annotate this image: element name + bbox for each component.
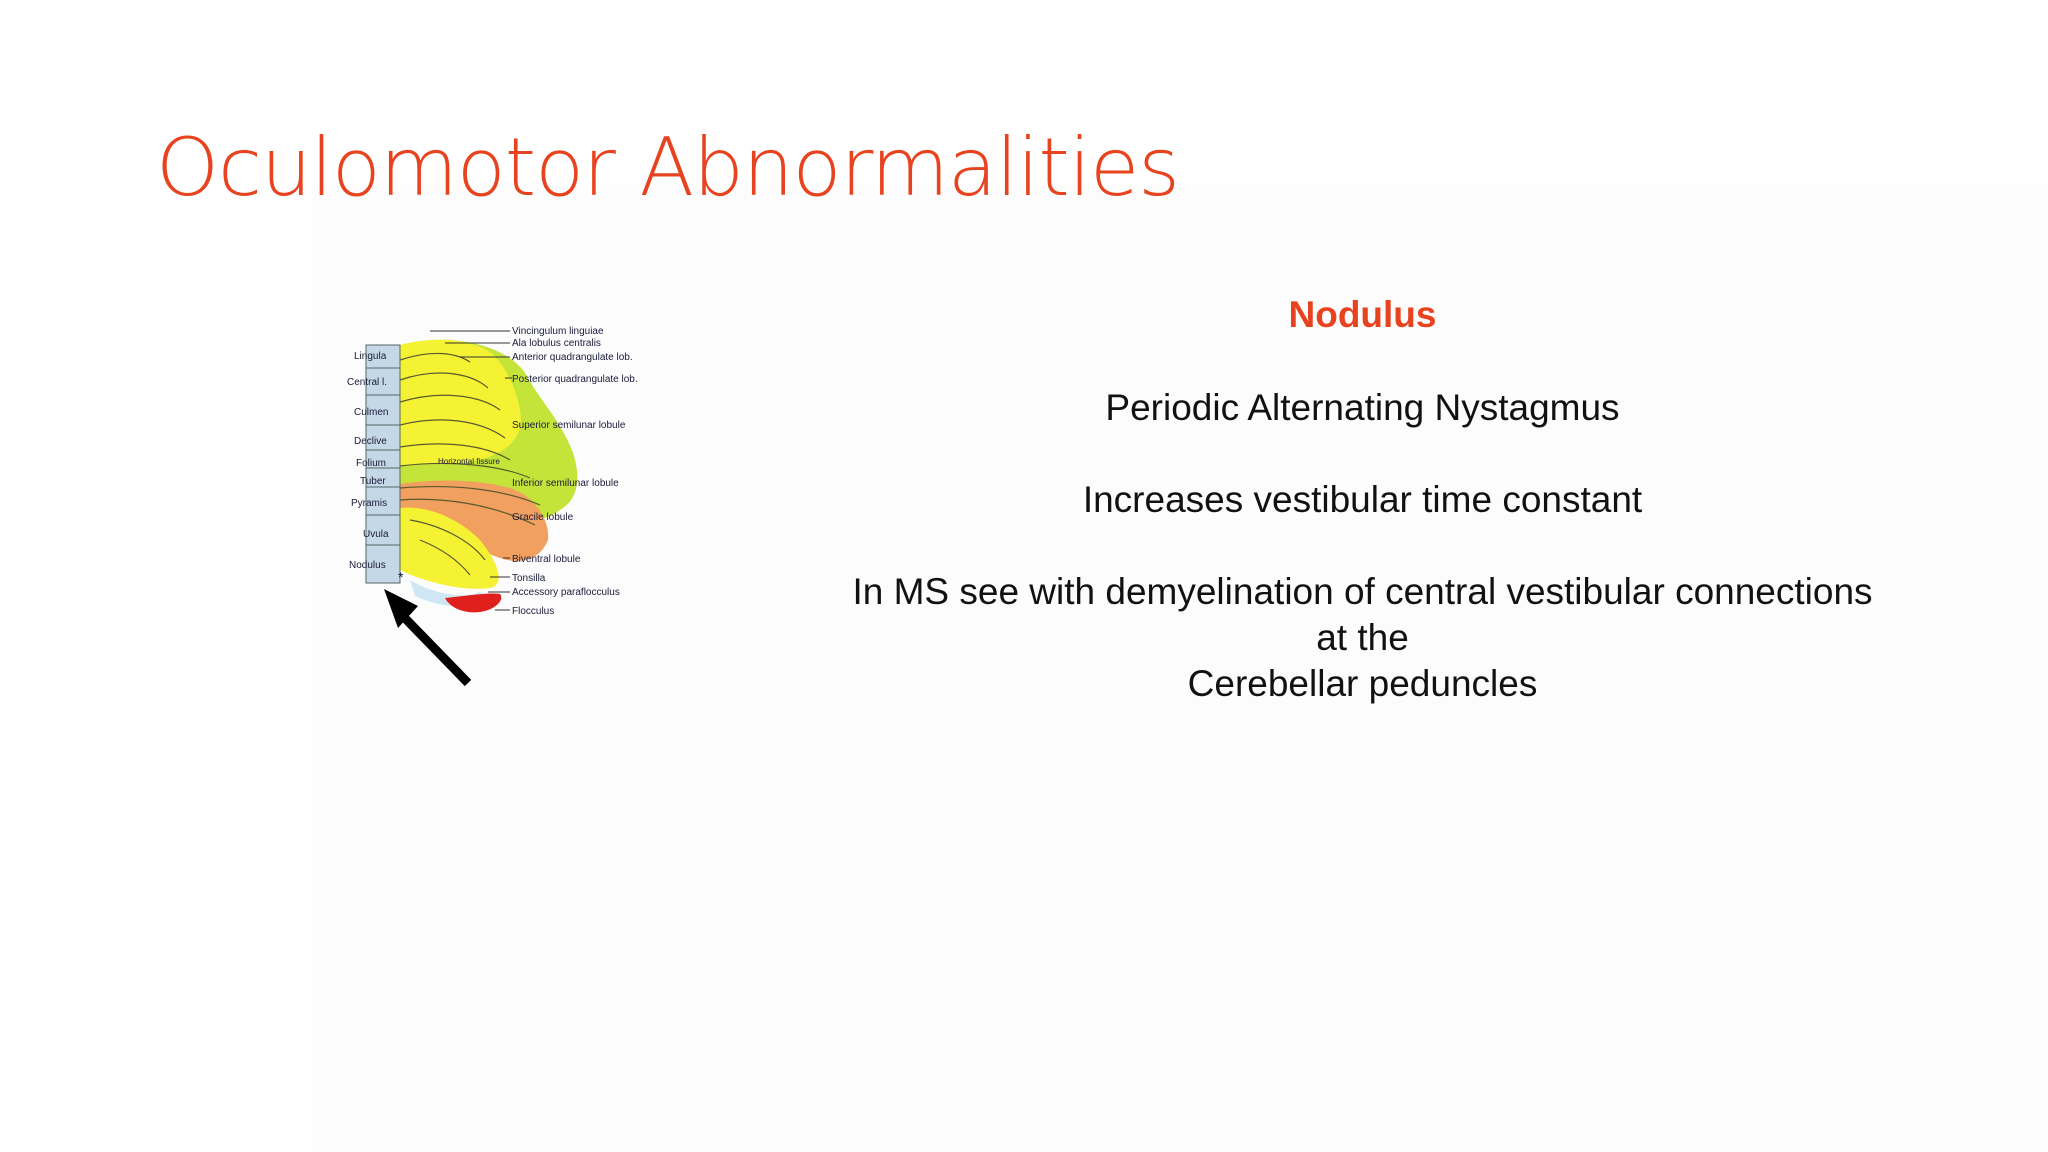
slide-title: Oculomotor Abnormalities (156, 121, 1179, 214)
label-nodulus: Nodulus (349, 560, 386, 571)
label-declive: Declive (354, 436, 387, 447)
cerebellum-diagram (345, 318, 675, 688)
label-tuber: Tuber (360, 476, 386, 487)
label-folium: Folium (356, 458, 387, 469)
nodulus-heading: Nodulus (1288, 294, 1437, 335)
label-posterior-quadrangulate: Posterior quadrangulate lob. (512, 374, 638, 385)
label-pyramis: Pyramis (351, 498, 388, 509)
label-horizontal-fissure: Horizontal fissure (438, 457, 500, 466)
label-flocculus: Flocculus (512, 606, 555, 617)
label-tonsilla: Tonsilla (512, 573, 546, 584)
label-anterior-quadrangulate: Anterior quadrangulate lob. (512, 352, 633, 363)
label-central-lobule: Central l. (347, 377, 388, 388)
label-biventral: Biventral lobule (512, 554, 581, 565)
point-periodic-alternating-nystagmus: Periodic Alternating Nystagmus (1105, 387, 1620, 428)
label-vincingulum: Vincingulum linguiae (512, 326, 604, 337)
label-gracile: Gracile lobule (512, 512, 574, 523)
label-superior-semilunar: Superior semilunar lobule (512, 420, 626, 431)
label-ala-lobulus: Ala lobulus centralis (512, 338, 601, 349)
asterisk-marker: * (398, 569, 404, 585)
label-inferior-semilunar: Inferior semilunar lobule (512, 478, 619, 489)
point-ms-line-1: In MS see with demyelination of central vestibular connections (852, 571, 1873, 612)
label-lingula: Lingula (354, 351, 387, 362)
label-uvula: Uvula (363, 529, 389, 540)
point-vestibular-time-constant: Increases vestibular time constant (1082, 479, 1643, 520)
point-ms-line-3: Cerebellar peduncles (1187, 663, 1538, 704)
label-culmen: Culmen (354, 407, 389, 418)
label-accessory-paraflocculus: Accessory paraflocculus (512, 587, 620, 598)
point-ms-line-2: at the (1316, 617, 1409, 658)
point-ms-demyelination (800, 569, 1925, 707)
